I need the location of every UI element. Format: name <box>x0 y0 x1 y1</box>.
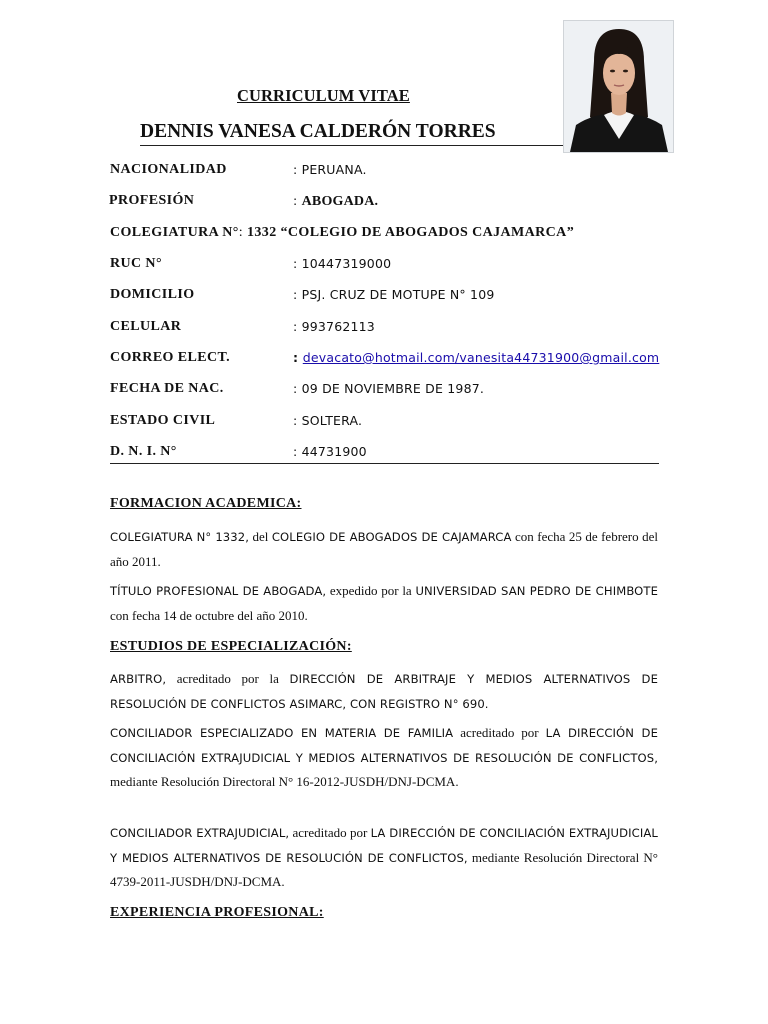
colegiatura-label: COLEGIATURA N° <box>110 225 239 240</box>
espec-p2-a: CONCILIADOR ESPECIALIZADO EN MATERIA DE FAMILIA <box>110 726 454 740</box>
info-row-celular <box>110 319 660 339</box>
colegiatura-colon: : <box>238 225 247 240</box>
profile-photo <box>563 20 674 153</box>
profesion-value: ABOGADA. <box>301 194 379 209</box>
ruc-value: : 10447319000 <box>293 256 392 271</box>
especializacion-heading: ESTUDIOS DE ESPECIALIZACIÓN: <box>110 639 352 654</box>
estado-civil-value: : SOLTERA. <box>293 413 363 428</box>
info-row-colegiatura <box>110 225 660 245</box>
info-row-ruc <box>110 256 660 276</box>
experiencia-heading: EXPERIENCIA PROFESIONAL: <box>110 905 324 920</box>
formacion-p2-b: expedido por la <box>326 583 416 598</box>
ruc-label: RUC N° <box>110 256 162 271</box>
info-row-profesion <box>110 193 660 213</box>
formacion-p1-a: COLEGIATURA N° 1332, <box>110 530 250 544</box>
info-row-domicilio <box>110 287 660 307</box>
formacion-paragraph-1 <box>110 525 658 573</box>
domicilio-label: DOMICILIO <box>110 287 195 302</box>
info-row-estado-civil <box>110 413 660 433</box>
espec-p3-d: mediante Resolución Directoral N° 4739-2011-JUSDH/DNJ-DCMA. <box>110 849 658 889</box>
espec-p1-c: DIRECCIÓN DE ARBITRAJE Y MEDIOS ALTERNATIVOS DE RESOLUCIÓN DE CONFLICTOS ASIMARC, CON REGISTRO N° 690. <box>110 672 658 711</box>
name-underline-divider <box>140 145 564 146</box>
formacion-p2-c: UNIVERSIDAD SAN PEDRO DE CHIMBOTE <box>415 584 658 598</box>
espec-p2-d: mediante Resolución Directoral N° 16-2012-JUSDH/DNJ-DCMA. <box>110 774 459 789</box>
nacionalidad-label: NACIONALIDAD <box>110 162 227 177</box>
info-table-divider <box>110 463 659 464</box>
fecha-nac-value: : 09 DE NOVIEMBRE DE 1987. <box>293 381 485 396</box>
dni-label: D. N. I. N° <box>110 444 177 459</box>
document-title: CURRICULUM VITAE <box>237 86 410 105</box>
info-row-correo <box>110 350 660 370</box>
formacion-p1-b: del <box>249 529 272 544</box>
profesion-label: PROFESIÓN <box>109 193 195 208</box>
correo-value-wrap <box>293 350 659 365</box>
dni-value: : 44731900 <box>293 444 367 459</box>
estado-civil-label: ESTADO CIVIL <box>110 413 216 428</box>
espec-p3-c: LA DIRECCIÓN DE CONCILIACIÓN EXTRAJUDICIAL Y MEDIOS ALTERNATIVOS DE RESOLUCIÓN DE CONFLICTOS, <box>110 826 658 865</box>
profesion-value-wrap <box>293 193 378 210</box>
correo-label: CORREO ELECT. <box>110 350 231 365</box>
formacion-p2-a: TÍTULO PROFESIONAL DE ABOGADA, <box>110 584 327 598</box>
formacion-p1-c: COLEGIO DE ABOGADOS DE CAJAMARCA <box>271 530 512 544</box>
especializacion-paragraph-2 <box>110 721 658 794</box>
espec-p3-a: CONCILIADOR EXTRAJUDICIAL, <box>110 826 290 840</box>
info-row-fecha-nac <box>110 381 660 401</box>
colegiatura-value: 1332 “COLEGIO DE ABOGADOS CAJAMARCA” <box>247 225 575 240</box>
fecha-nac-label: FECHA DE NAC. <box>110 381 224 396</box>
profesion-colon: : <box>293 193 302 208</box>
espec-p1-b: acreditado por la <box>166 671 290 686</box>
celular-label: CELULAR <box>110 319 182 334</box>
person-name: DENNIS VANESA CALDERÓN TORRES <box>140 121 496 142</box>
especializacion-paragraph-3 <box>110 821 658 894</box>
celular-value: : 993762113 <box>293 319 375 334</box>
email-link[interactable]: devacato@hotmail.com/vanesita44731900@gmail.com <box>302 350 660 365</box>
espec-p2-b: acreditado por <box>453 725 546 740</box>
profile-photo-illustration <box>564 21 673 152</box>
formacion-p1-d: con fecha 25 de febrero del año 2011. <box>110 529 658 569</box>
domicilio-value: : PSJ. CRUZ DE MOTUPE N° 109 <box>293 287 495 302</box>
especializacion-paragraph-1 <box>110 667 658 716</box>
info-row-nacionalidad <box>110 162 660 182</box>
nacionalidad-value: : PERUANA. <box>293 162 367 177</box>
formacion-p2-d: con fecha 14 de octubre del año 2010. <box>110 607 308 623</box>
correo-colon: : <box>293 350 303 365</box>
formacion-paragraph-2 <box>110 579 658 627</box>
info-row-dni <box>110 444 660 464</box>
espec-p1-a: ARBITRO, <box>110 672 167 686</box>
espec-p2-c: LA DIRECCIÓN DE CONCILIACIÓN EXTRAJUDICIAL Y MEDIOS ALTERNATIVOS DE RESOLUCIÓN DE CONFLICTOS, <box>110 726 658 765</box>
espec-p3-b: acreditado por <box>289 825 371 840</box>
formacion-heading: FORMACION ACADEMICA: <box>110 496 302 511</box>
